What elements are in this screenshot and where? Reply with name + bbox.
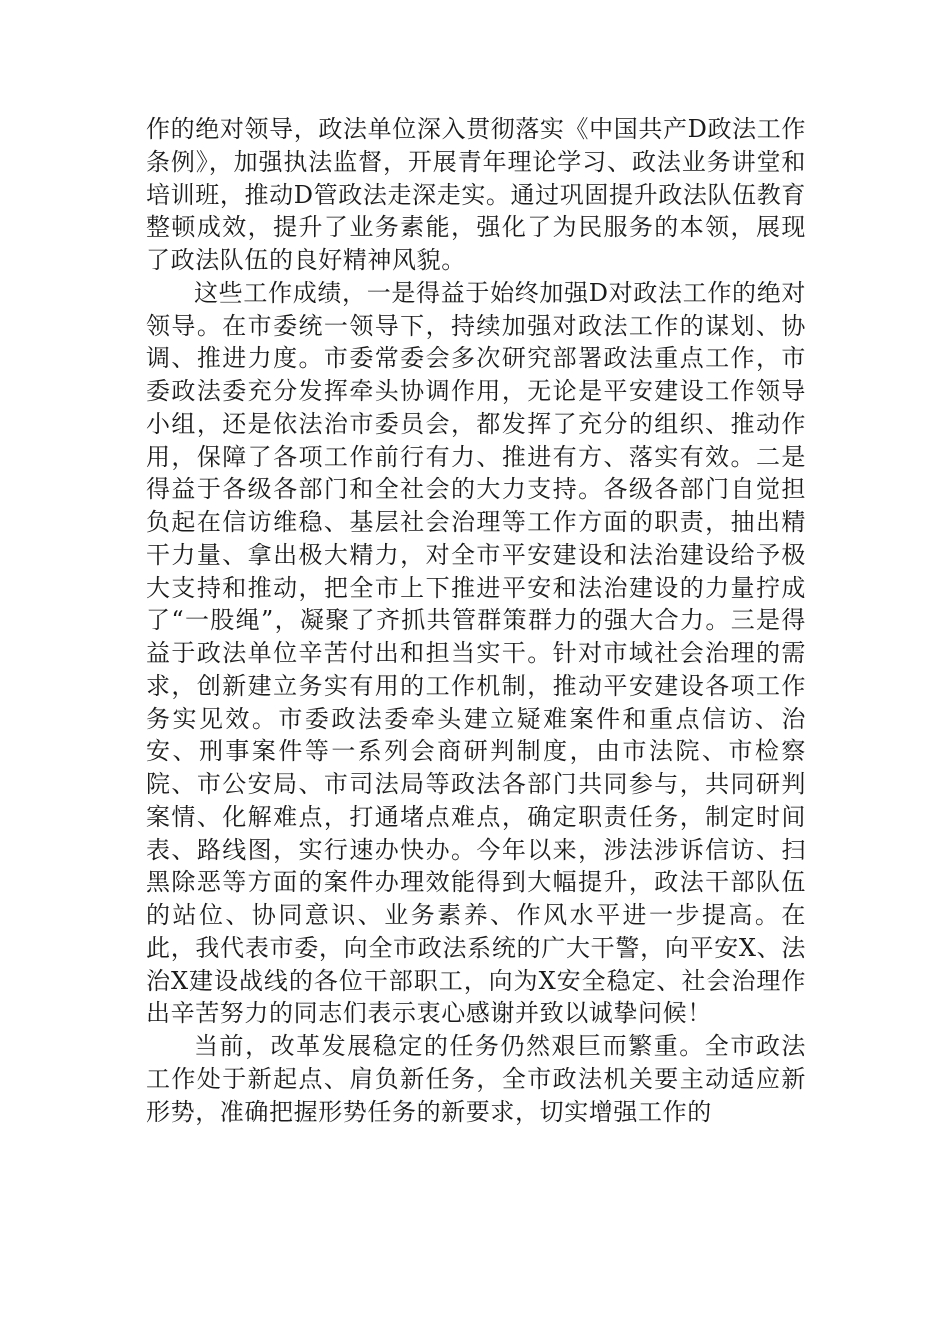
paragraph-2: 这些工作成绩，一是得益于始终加强D对政法工作的绝对领导。在市委统一领导下，持续加强对政法工作的谋划、协调、推进力度。市委常委会多次研究部署政法重点工作，市委政法委充分发挥牵头协调作用，无论是平安建设工作领导小组，还是依法治市委员会，都发挥了充分的组织、推动作用，保障了各项工作前行有力、推进有方、落实有效。二是得益于各级各部门和全社会的大力支持。各级各部门自觉担负起在信访维稳、基层社会治理等工作方面的职责，抽出精干力量、拿出极大精力，对全市平安建设和法治建设给予极大支持和推动，把全市上下推进平安和法治建设的力量拧成了“一股绳”，凝聚了齐抓共管群策群力的强大合力。三是得益于政法单位辛苦付出和担当实干。针对市域社会治理的需求，创新建立务实有用的工作机制，推动平安建设各项工作务实见效。市委政法委牵头建立疑难案件和重点信访、治安、刑事案件等一系列会商研判制度，由市法院、市检察院、市公安局、市司法局等政法各部门共同参与，共同研判案情、化解难点，打通堵点难点，确定职责任务，制定时间表、路线图，实行速办快办。今年以来，涉法涉诉信访、扫黑除恶等方面的案件办理效能得到大幅提升，政法干部队伍的站位、协同意识、业务素养、作风水平进一步提高。在此，我代表市委，向全市政法系统的广大干警，向平安X、法治X建设战线的各位干部职工，向为X安全稳定、社会治理作出辛苦努力的同志们表示衷心感谢并致以诚挚问候！ <box>146 278 806 1028</box>
paragraph-1: 作的绝对领导，政法单位深入贯彻落实《中国共产D政法工作条例》，加强执法监督，开展青年理论学习、政法业务讲堂和培训班，推动D管政法走深走实。通过巩固提升政法队伍教育整顿成效，提升了业务素能，强化了为民服务的本领，展现了政法队伍的良好精神风貌。 <box>146 115 806 274</box>
paragraph-3: 当前，改革发展稳定的任务仍然艰巨而繁重。全市政法工作处于新起点、肩负新任务，全市政法机关要主动适应新形势，准确把握形势任务的新要求，切实增强工作的 <box>146 1032 806 1126</box>
document-body <box>146 113 806 1128</box>
